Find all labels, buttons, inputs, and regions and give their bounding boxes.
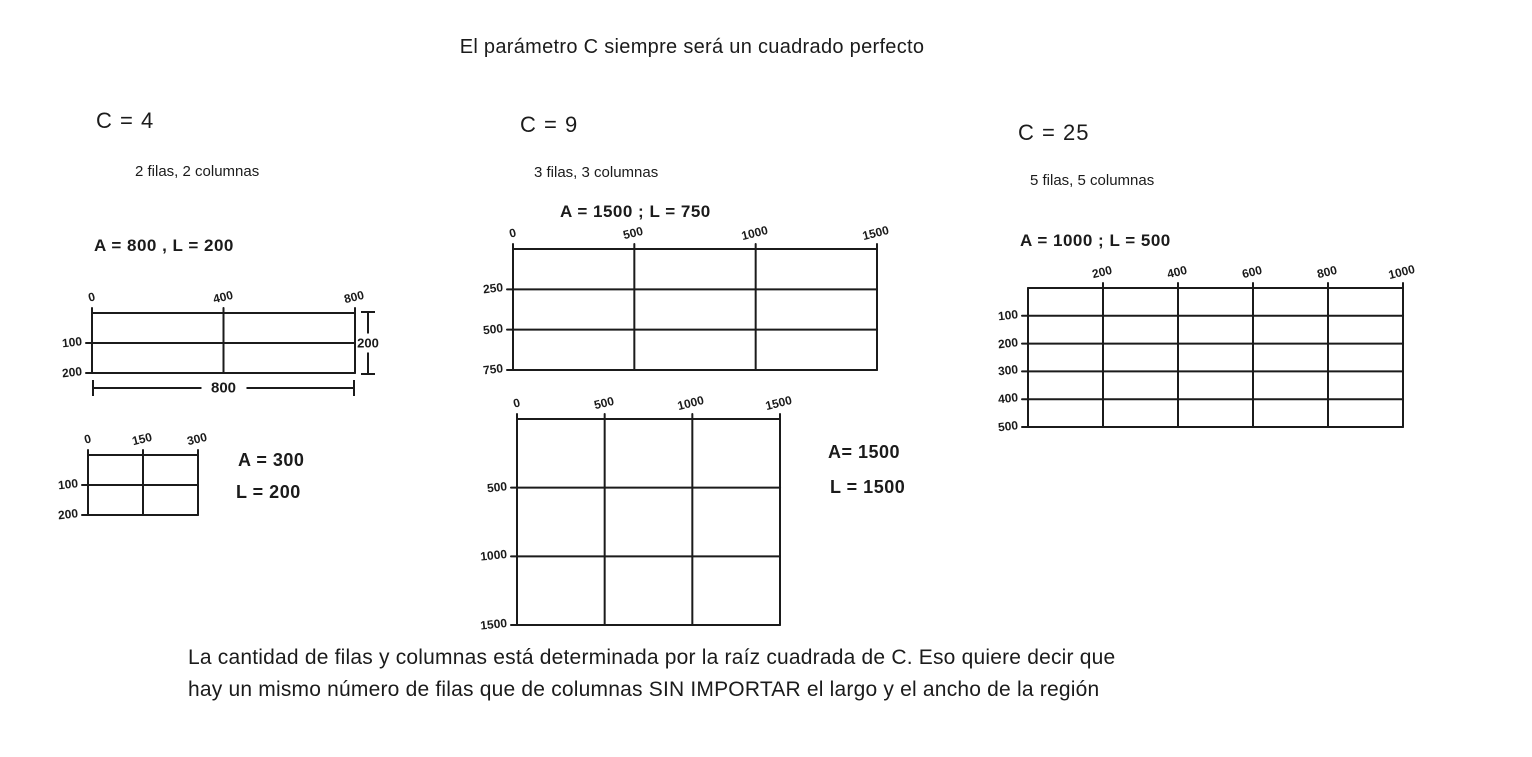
section-c4-params: A = 800 , L = 200	[94, 236, 234, 255]
c4-width-dimension-label: 800	[201, 380, 246, 397]
c4-small-grid-length-note: L = 200	[236, 482, 301, 502]
c4-height-dimension-label: 200	[357, 335, 379, 351]
top-tick-label: 0	[511, 395, 522, 411]
dimension-cap	[361, 373, 375, 375]
c4-width-dimension	[92, 379, 355, 397]
top-tick-label: 1500	[764, 392, 794, 414]
section-c25-params: A = 1000 ; L = 500	[1020, 231, 1171, 250]
left-tick-label: 200	[997, 334, 1019, 351]
top-tick-label: 1000	[676, 392, 706, 414]
top-tick-label: 800	[342, 287, 366, 307]
c9-top-grid	[482, 222, 891, 378]
top-tick-label: 300	[185, 429, 209, 449]
left-tick-label: 1500	[479, 615, 508, 633]
c4-height-dimension	[354, 311, 382, 375]
top-tick-label: 500	[592, 393, 616, 413]
dimension-cap	[92, 380, 94, 396]
left-tick-label: 200	[61, 364, 83, 381]
left-tick-label: 300	[997, 362, 1019, 379]
page-title: El parámetro C siempre será un cuadrado perfecto	[459, 36, 925, 58]
c25-grid	[997, 261, 1417, 435]
top-tick-label: 150	[130, 429, 154, 449]
grid-lines	[1028, 288, 1403, 427]
left-tick-label: 1000	[479, 547, 508, 564]
top-tick-label: 0	[507, 225, 518, 241]
c9-bottom-grid-length-note: L = 1500	[830, 477, 906, 497]
left-tick-label: 500	[482, 320, 504, 337]
left-tick-label: 500	[997, 418, 1019, 435]
c4-small-grid-area-note: A = 300	[238, 450, 305, 470]
section-c25-heading: C = 25	[1018, 120, 1090, 145]
section-c9-params: A = 1500 ; L = 750	[560, 202, 711, 221]
c4-small-grid	[57, 429, 209, 523]
c9-bottom-grid-area-note: A= 1500	[828, 442, 901, 462]
section-c9-heading: C = 9	[520, 112, 579, 137]
section-c25-subheading: 5 filas, 5 columnas	[1030, 172, 1155, 189]
footer-note-line2: hay un mismo número de filas que de columnas SIN IMPORTAR el largo y el ancho de la región	[188, 678, 1100, 701]
left-tick-label: 100	[997, 307, 1019, 324]
top-tick-label: 400	[1165, 262, 1189, 282]
top-tick-label: 400	[211, 287, 234, 307]
left-tick-label: 100	[57, 476, 79, 493]
top-tick-label: 1500	[861, 222, 891, 244]
footer-note-line1: La cantidad de filas y columnas está determinada por la raíz cuadrada de C. Eso quiere decir que	[188, 646, 1116, 669]
top-tick-label: 600	[1240, 262, 1264, 282]
section-c9-subheading: 3 filas, 3 columnas	[534, 164, 659, 181]
top-tick-label: 500	[621, 223, 645, 243]
left-tick-label: 100	[61, 334, 83, 351]
top-tick-label: 0	[82, 431, 93, 447]
dimension-cap	[353, 380, 355, 396]
left-tick-label: 400	[997, 390, 1019, 407]
top-tick-label: 0	[86, 289, 97, 305]
left-tick-label: 200	[57, 506, 79, 523]
top-tick-label: 1000	[1387, 261, 1417, 283]
grid-lines	[92, 313, 355, 373]
grid-lines	[513, 249, 877, 370]
top-tick-label: 200	[1090, 262, 1114, 282]
grid-lines	[88, 455, 198, 515]
left-tick-label: 500	[486, 478, 508, 495]
dimension-cap	[361, 311, 375, 313]
top-tick-label: 1000	[739, 222, 769, 244]
c4-main-grid	[61, 287, 366, 381]
top-tick-label: 800	[1315, 262, 1339, 282]
left-tick-label: 750	[482, 361, 504, 378]
grid-lines	[517, 419, 780, 625]
c9-bottom-grid	[479, 392, 794, 633]
section-c4-subheading: 2 filas, 2 columnas	[135, 163, 260, 180]
left-tick-label: 250	[482, 280, 504, 297]
section-c4-heading: C = 4	[96, 108, 155, 133]
